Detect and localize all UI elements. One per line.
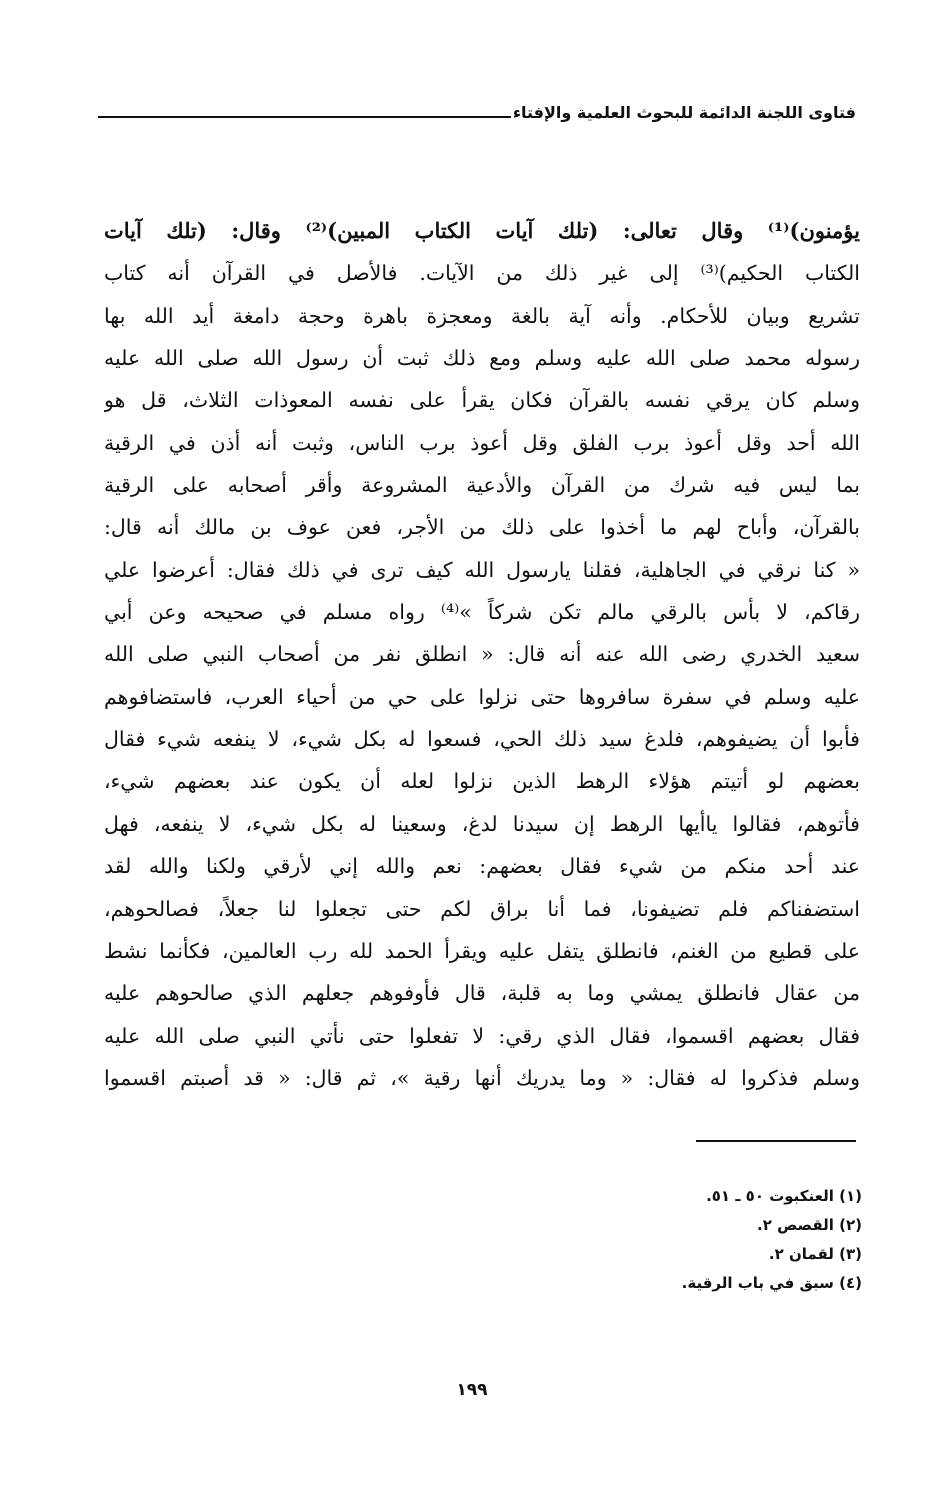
footnote-item: (٢) القصص ٢. [757,1216,862,1234]
body-line: عليه وسلم في سفرة سافروها حتى نزلوا على حي من أحياء العرب، فاستضافوهم [104,684,860,709]
body-line: رقاكم، لا بأس بالرقي مالم تكن شركاً »⁽⁴⁾ رواه مسلم في صحيحه وعن أبي [104,600,860,625]
body-line: فقال بعضهم اقسموا، فقال الذي رقي: لا تفعلوا حتى نأتي النبي صلى الله عليه [104,1023,860,1048]
footnote-item: (٤) سبق في باب الرقية. [681,1274,862,1292]
header-title: فتاوى اللجنة الدائمة للبحوث العلمية والإفتاء [512,103,856,122]
body-line: بعضهم لو أتيتم هؤلاء الرهط الذين نزلوا لعله أن يكون عند بعضهم شيء، [104,769,860,794]
body-line: الكتاب الحكيم)⁽³⁾ إلى غير ذلك من الآيات. فالأصل في القرآن أنه كتاب [104,261,860,286]
body-line: « كنا نرقي في الجاهلية، فقلنا يارسول الله كيف ترى في ذلك فقال: أعرضوا علي [104,557,860,582]
body-line: تشريع وبيان للأحكام. وأنه آية بالغة ومعجزة باهرة وحجة دامغة أيد الله بها [104,303,860,328]
body-line: الله أحد وقل أعوذ برب الفلق وقل أعوذ برب الناس، وثبت أنه أذن في الرقية [104,430,860,455]
body-line: بما ليس فيه شرك من القرآن والأدعية المشروعة وأقر أصحابه على الرقية [104,473,860,498]
body-line: عند أحد منكم من شيء فقال بعضهم: نعم والله إني لأرقي ولكنا والله لقد [104,854,860,879]
body-line: يؤمنون)⁽¹⁾ وقال تعالى: (تلك آيات الكتاب المبين)⁽²⁾ وقال: (تلك آيات [104,218,860,243]
body-line: سعيد الخدري رضى الله عنه أنه قال: « انطلق نفر من أصحاب النبي صلى الله [104,642,860,667]
body-line: رسوله محمد صلى الله عليه وسلم ومع ذلك ثبت أن رسول الله صلى الله عليه [104,346,860,371]
body-line: من عقال فانطلق يمشي وما به قلبة، قال فأوفوهم جعلهم الذي صالحوهم عليه [104,981,860,1006]
body-line: استضفناكم فلم تضيفونا، فما أنا براق لكم حتى تجعلوا لنا جعلاً، فصالحوهم، [104,896,860,921]
body-text [104,210,860,1099]
footnote-separator [696,1140,856,1142]
footnote-item: (١) العنكبوت ٥٠ ـ ٥١. [706,1187,862,1205]
running-header [98,92,856,126]
body-line: وسلم فذكروا له فقال: « وما يدريك أنها رقية »، ثم قال: « قد أصبتم اقسموا [104,1065,860,1090]
body-line: على قطيع من الغنم، فانطلق يتفل عليه ويقرأ الحمد لله رب العالمين، فكأنما نشط [104,938,860,963]
body-line: بالقرآن، وأباح لهم ما أخذوا على ذلك من الأجر، فعن عوف بن مالك أنه قال: [104,515,860,540]
header-rule [98,116,511,118]
body-line: فأبوا أن يضيفوهم، فلدغ سيد ذلك الحي، فسعوا له بكل شيء، لا ينفعه شيء فقال [104,727,860,752]
footnote-item: (٣) لقمان ٢. [768,1245,862,1263]
body-line: فأتوهم، فقالوا ياأيها الرهط إن سيدنا لدغ، وسعينا له بكل شيء، لا ينفعه، فهل [104,811,860,836]
footnotes [462,1182,862,1298]
page-number: ١٩٩ [456,1380,488,1400]
body-line: وسلم كان يرقي نفسه بالقرآن فكان يقرأ على نفسه المعوذات الثلاث، قل هو [104,388,860,413]
